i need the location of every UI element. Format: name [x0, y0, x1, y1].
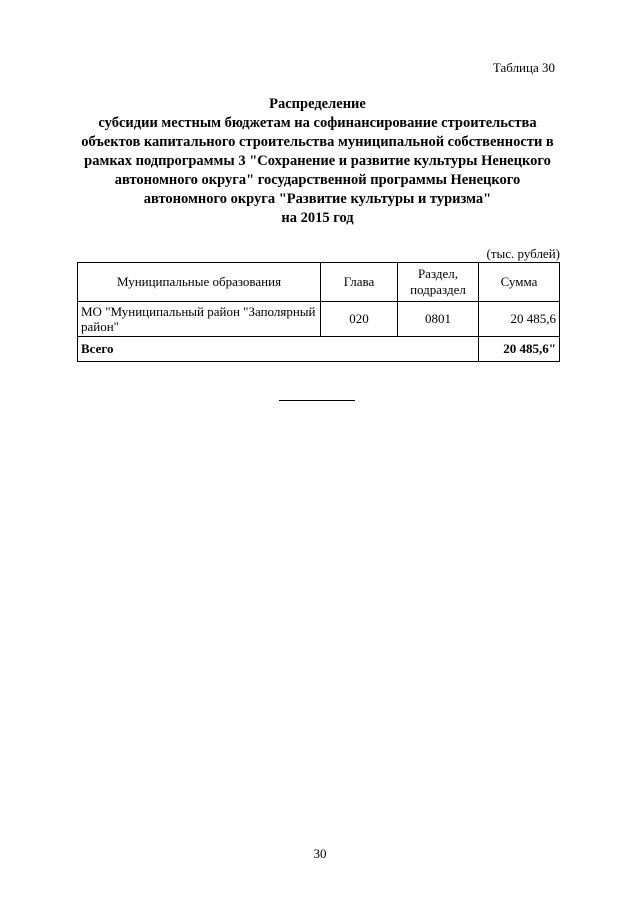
table-total-row: [78, 337, 560, 362]
total-label: Всего: [78, 337, 479, 362]
title-line: субсидии местным бюджетам на софинансирование строительства: [98, 115, 537, 131]
title-line: Распределение: [269, 96, 366, 112]
cell-glava: 020: [321, 302, 398, 337]
header-razdel: [397, 263, 478, 302]
title-line: на 2015 год: [281, 210, 354, 226]
table-header-row: [78, 263, 560, 302]
title-line: автономного округа" государственной программы Ненецкого: [114, 172, 521, 188]
header-razdel-line1: Раздел,: [417, 266, 458, 281]
header-razdel-line2: подраздел: [410, 282, 466, 297]
header-municipality: Муниципальные образования: [78, 263, 321, 302]
cell-municipality: МО "Муниципальный район "Заполярный район": [78, 302, 321, 337]
table-row: [78, 302, 560, 337]
title-line: рамках подпрограммы 3 "Сохранение и развитие культуры Ненецкого: [84, 153, 551, 169]
title-line: объектов капитального строительства муниципальной собственности в: [81, 134, 554, 150]
subsidy-table: [77, 262, 560, 362]
header-glava: Глава: [321, 263, 398, 302]
cell-summa: 20 485,6: [478, 302, 559, 337]
title-line: автономного округа "Развитие культуры и туризма": [143, 191, 492, 207]
section-divider: [279, 400, 355, 401]
page-number: 30: [313, 846, 327, 861]
cell-razdel: 0801: [397, 302, 478, 337]
document-title: [60, 95, 575, 228]
units-label: (тыс. рублей): [486, 246, 560, 261]
header-summa: Сумма: [478, 263, 559, 302]
table-number-label: Таблица 30: [492, 60, 555, 75]
total-summa: 20 485,6": [478, 337, 559, 362]
